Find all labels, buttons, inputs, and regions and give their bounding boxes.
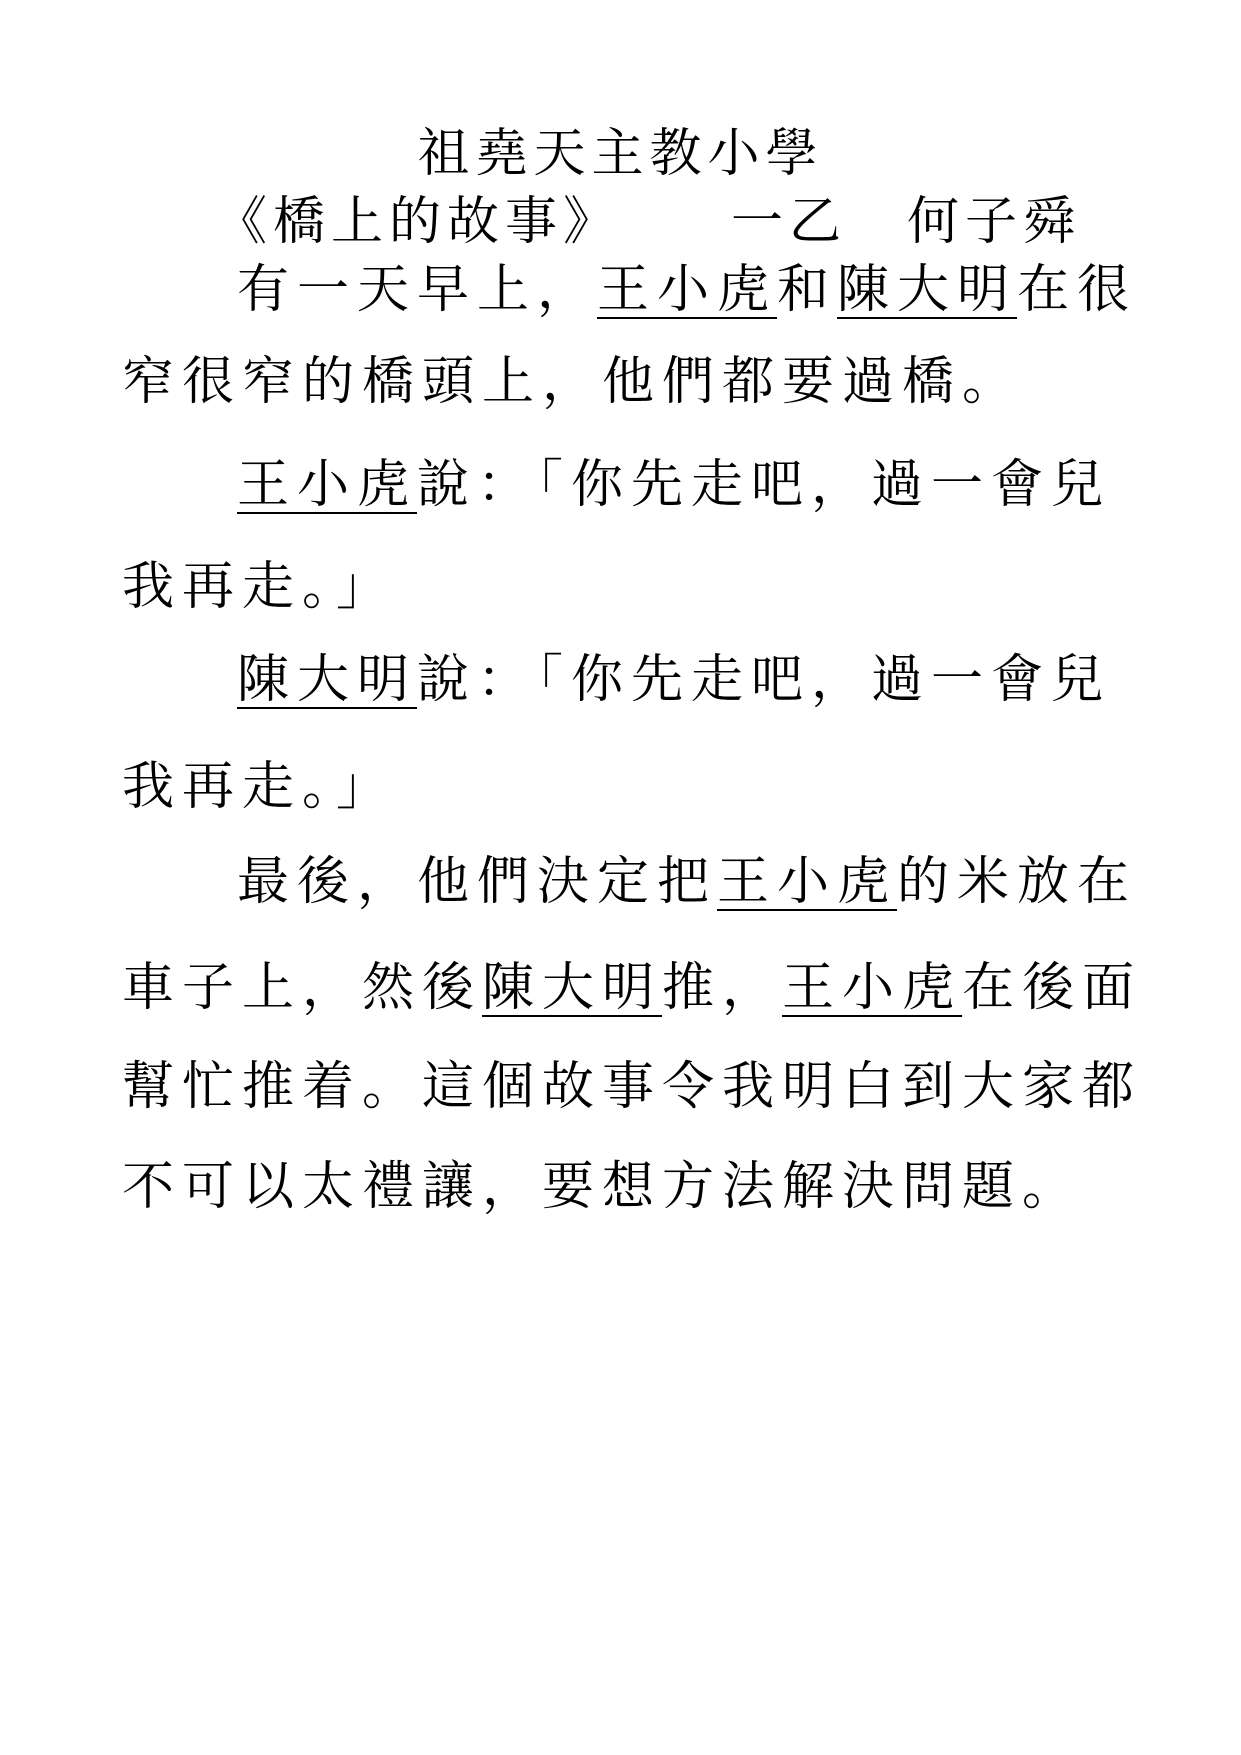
author-name: 何子舜 [907, 192, 1082, 252]
class-name: 一乙 [731, 192, 848, 252]
text-segment: 和 [777, 260, 838, 320]
character-name-underlined: 王小虎 [782, 958, 963, 1018]
paragraph-4-line-2 [122, 956, 1142, 1020]
character-name-underlined: 王小虎 [237, 455, 418, 515]
paragraph-3-line-2: 我再走。」 [122, 757, 397, 817]
character-name-underlined: 陳大明 [837, 260, 1018, 320]
text-segment: 說：「你先走吧，過一會兒 [417, 455, 1112, 515]
text-segment: 的米放在 [897, 852, 1138, 912]
character-name-underlined: 陳大明 [237, 650, 418, 710]
essay-heading [215, 190, 1081, 254]
character-name-underlined: 陳大明 [482, 958, 663, 1018]
text-segment: 有一天早上， [237, 260, 598, 320]
paragraph-3-line-1 [237, 648, 1111, 712]
paragraph-2-line-2: 我再走。」 [122, 557, 397, 617]
text-segment: 說：「你先走吧，過一會兒 [417, 650, 1112, 710]
text-segment: 在後面 [962, 958, 1143, 1018]
character-name-underlined: 王小虎 [717, 852, 898, 912]
text-segment: 最後，他們決定把 [237, 852, 718, 912]
character-name-underlined: 王小虎 [597, 260, 778, 320]
paragraph-4-line-4: 不可以太禮讓，要想方法解決問題。 [122, 1157, 1083, 1217]
paragraph-1-line-1 [237, 258, 1137, 322]
text-segment: 車子上，然後 [122, 958, 483, 1018]
text-segment: 推， [662, 958, 783, 1018]
paragraph-1-line-2: 窄很窄的橋頭上，他們都要過橋。 [122, 352, 1023, 412]
school-name: 祖堯天主教小學 [417, 124, 824, 184]
paragraph-4-line-3: 幫忙推着。這個故事令我明白到大家都 [122, 1057, 1143, 1117]
essay-title: 《橋上的故事》 [215, 192, 622, 252]
text-segment: 在很 [1017, 260, 1138, 320]
paragraph-2-line-1 [237, 453, 1111, 517]
paragraph-4-line-1 [237, 850, 1137, 914]
